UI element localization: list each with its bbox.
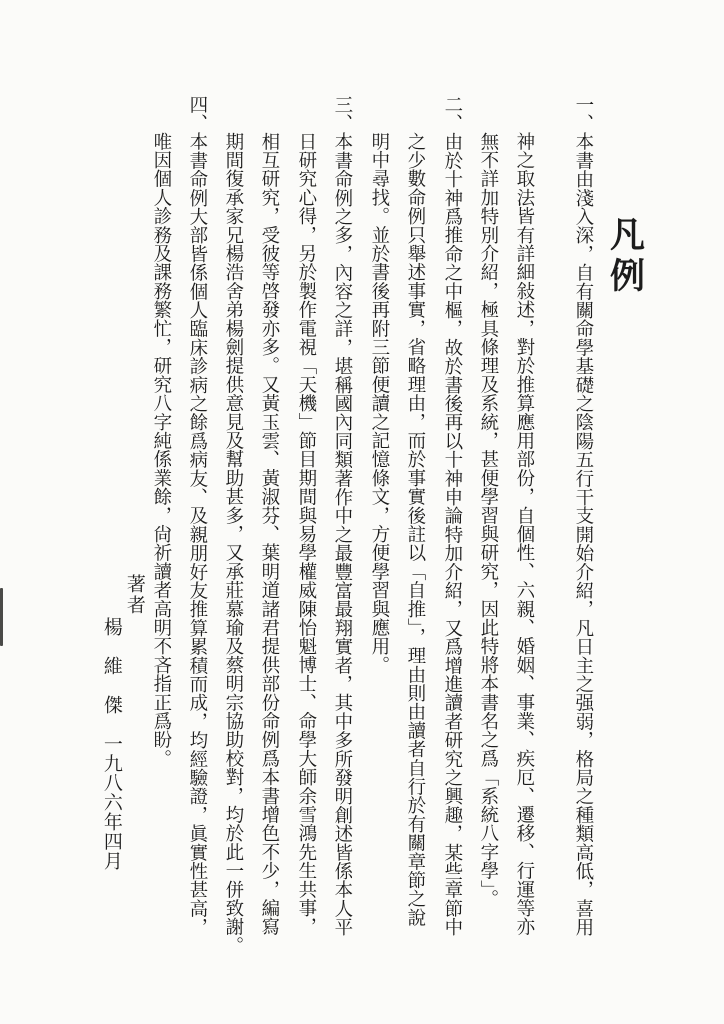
text-column-10: 期間復承家兄楊浩舍弟楊劍提供意見及幫助甚多，又承莊慕瑜及蔡明宗協助校對，均於此一併致謝。: [222, 132, 244, 955]
text-column-11: 四、本書命例大部皆係個人臨床診病之餘爲病友、及親朋好友推算累積而成，均經驗證，眞實性甚高，: [186, 95, 208, 937]
page-title: 凡例: [604, 216, 646, 298]
scan-artifact: [0, 588, 3, 646]
text-column-6: 明中尋找。並於書後再附三節便讀之記憶條文，方便學習與應用。: [368, 132, 390, 675]
text-column-4: 二、由於十神爲推命之中樞，故於書後再以十神申論特加介紹，又爲增進讀者研究之興趣，某些章節中: [441, 95, 463, 937]
author-signature: [100, 617, 122, 870]
text-column-1: 一、本書由淺入深，自有關命學基礎之陰陽五行干支開始介紹，凡日主之强弱，格局之種類高低，喜用: [572, 95, 594, 937]
text-column-7: 三、本書命例之多，內容之詳，堪稱國內同類著作中之最豐富最翔實者，其中多所發明創述皆係本人平: [331, 95, 353, 937]
text-column-12: 唯因個人診務及課務繁忙，研究八字純係業餘，尙祈讀者高明不吝指正爲盼。: [150, 132, 172, 768]
text-column-8: 日研究心得，另於製作電視「天機」節目期間與易學權威陳怡魁博士、命學大師余雪鴻先生共事，: [295, 132, 317, 937]
text-column-3: 無不詳加特別介紹，極具條理及系統，甚便學習與研究，因此特將本書名之爲「系統八字學」。: [477, 132, 499, 909]
author-label: 著者: [123, 574, 146, 616]
text-column-5: 之少數命例只舉述事實，省略理由，而於事實後註以「自推」，理由則由讀者自行於有關章節之說: [404, 132, 426, 927]
author-name: 楊 維 傑: [100, 617, 123, 715]
publication-date: 一九八六年四月: [100, 733, 123, 870]
text-column-2: 神之取法皆有詳細敍述，對於推算應用部份，自個性、六親、婚姻、事業、疾厄、遷移、行運等亦: [513, 132, 535, 937]
text-column-9: 相互研究，受彼等啓發亦多。又黃玉雲、黃淑芬、葉明道諸君提供部份命例爲本書增色不少，編寫: [258, 132, 280, 937]
